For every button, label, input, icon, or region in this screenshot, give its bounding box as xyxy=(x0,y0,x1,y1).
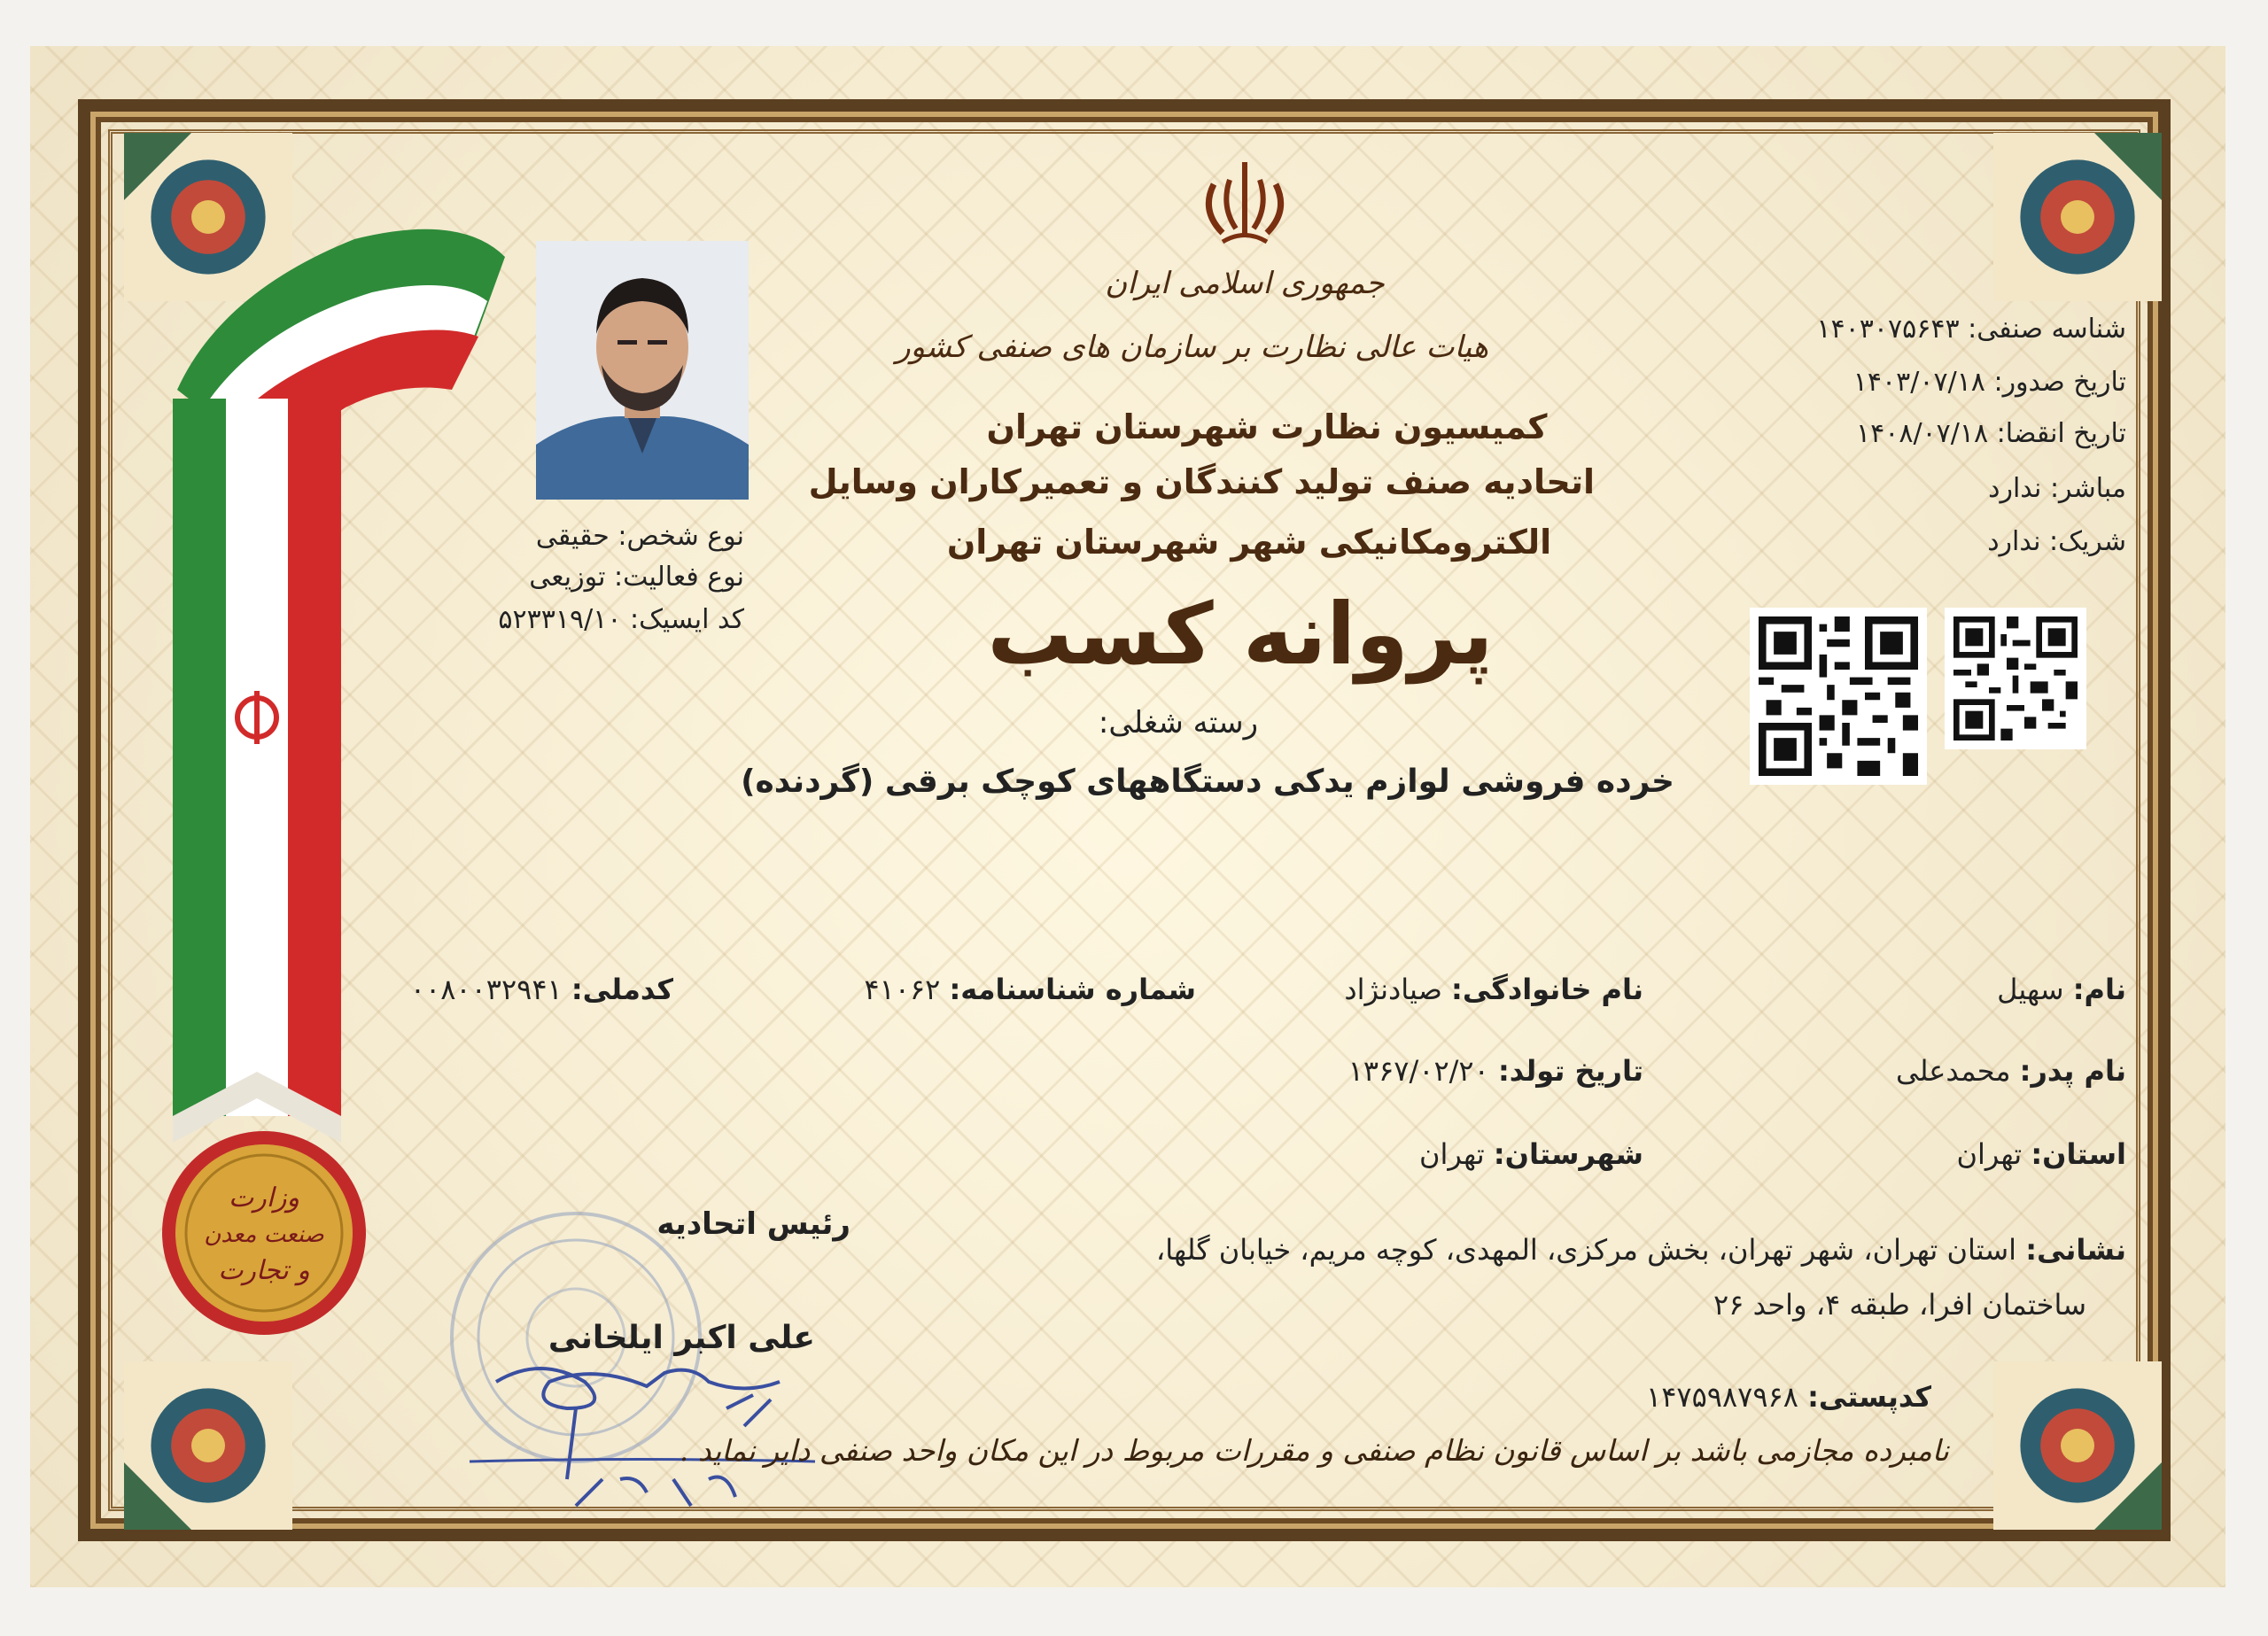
owner-photo xyxy=(536,241,749,500)
partner: شریک: ندارد xyxy=(1987,526,2126,557)
father-name-field: نام پدر: محمدعلی xyxy=(1896,1054,2126,1088)
last-name-field: نام خانوادگی: صیادنژاد xyxy=(1344,973,1643,1006)
issue-date: تاریخ صدور: ۱۴۰۳/۰۷/۱۸ xyxy=(1852,367,2126,398)
document-title: پروانه کسب xyxy=(987,585,1494,684)
national-code-field: کدملی: ۰۰۸۰۰۳۲۹۴۱ xyxy=(409,973,673,1006)
union-heading-line2: الکترومکانیکی شهر شهرستان تهران xyxy=(946,523,1552,562)
postal-code-field: کدپستی: ۱۴۷۵۹۸۷۹۶۸ xyxy=(1646,1380,1931,1414)
svg-text:و تجارت: و تجارت xyxy=(218,1255,310,1286)
guild-id: شناسه صنفی: ۱۴۰۳۰۷۵۶۴۳ xyxy=(1816,314,2126,345)
emblem-icon xyxy=(1196,158,1293,246)
province-field: استان: تهران xyxy=(1956,1137,2126,1171)
ministry-seal xyxy=(158,1127,370,1339)
qr-code-icon xyxy=(1945,608,2086,749)
flag-ribbon-icon xyxy=(168,221,549,1151)
activity-type: نوع فعالیت: توزیعی xyxy=(529,562,744,593)
address-line2: ساختمان افرا، طبقه ۴، واحد ۲۶ xyxy=(1713,1288,2086,1322)
person-type: نوع شخص: حقیقی xyxy=(535,521,744,552)
commission-heading: کمیسیون نظارت شهرستان تهران xyxy=(986,407,1548,446)
manager: مباشر: ندارد xyxy=(1988,473,2126,504)
ornament-icon xyxy=(1993,133,2162,301)
expiry-date: تاریخ انقضا: ۱۴۰۸/۰۷/۱۸ xyxy=(1855,418,2126,449)
signatory-role: رئیس اتحادیه xyxy=(656,1206,850,1242)
isic-code: کد ایسیک: ۵۲۳۳۱۹/۱۰ xyxy=(498,604,744,635)
id-number-field: شماره شناسنامه: ۴۱۰۶۲ xyxy=(864,973,1196,1006)
address-line1: نشانی: استان تهران، شهر تهران، بخش مرکزی، المهدی، کوچه مریم، خیابان گلها، xyxy=(1155,1233,2126,1267)
republic-heading: جمهوری اسلامی ایران xyxy=(1105,266,1385,301)
signatory-name: علی اکبر ایلخانی xyxy=(548,1320,815,1356)
first-name-field: نام: سهیل xyxy=(1997,973,2126,1006)
handwritten-signature xyxy=(461,1346,833,1515)
county-field: شهرستان: تهران xyxy=(1418,1137,1643,1171)
birth-date-field: تاریخ تولد: ۱۳۶۷/۰۲/۲۰ xyxy=(1348,1054,1643,1088)
qr-code-icon xyxy=(1750,608,1927,785)
svg-text:وزارت: وزارت xyxy=(228,1182,300,1213)
footer-note: نامبرده مجازمی باشد بر اساس قانون نظام صنفی و مقررات مربوط در این مکان واحد صنفی دایر نماید . xyxy=(679,1433,1949,1468)
union-heading-line1: اتحادیه صنف تولید کنندگان و تعمیرکاران وسایل xyxy=(808,462,1595,501)
ornament-icon xyxy=(124,1361,292,1530)
ornament-icon xyxy=(1993,1361,2162,1530)
category-value: خرده فروشی لوازم یدکی دستگاههای کوچک برقی (گردنده) xyxy=(741,764,1674,800)
council-heading: هیات عالی نظارت بر سازمان های صنفی کشور xyxy=(896,330,1488,365)
category-label: رسته شغلی: xyxy=(1098,705,1259,740)
svg-text:صنعت معدن: صنعت معدن xyxy=(204,1221,324,1248)
